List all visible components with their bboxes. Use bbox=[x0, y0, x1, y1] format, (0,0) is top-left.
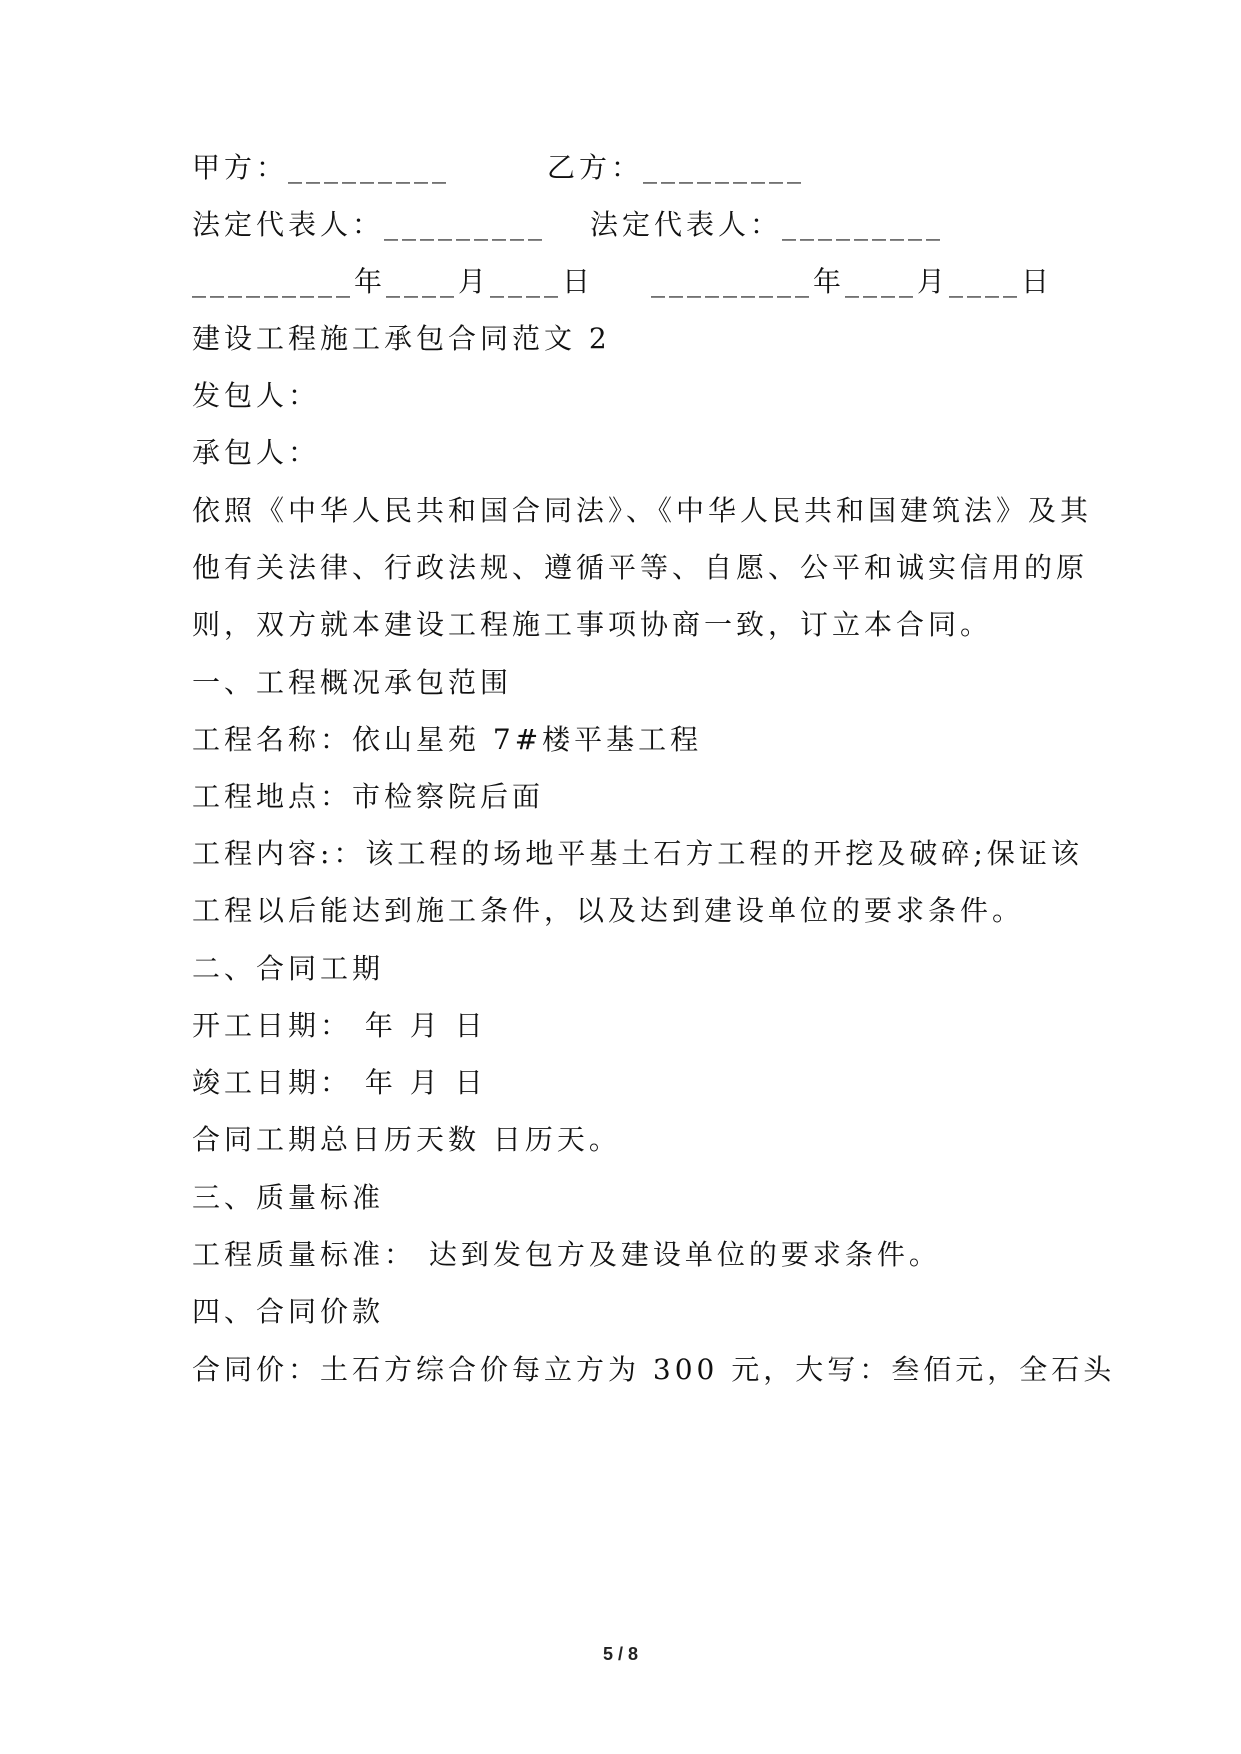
project-content-line-1: 工程内容:：该工程的场地平基土石方工程的开挖及破碎;保证该 bbox=[192, 837, 1083, 870]
contract-price: 合同价：土石方综合价每立方为 300 元，大写：叁佰元，全石头 bbox=[192, 1353, 1116, 1386]
quality-standard: 工程质量标准： 达到发包方及建设单位的要求条件。 bbox=[192, 1238, 941, 1271]
page-number: 5 / 8 bbox=[602, 1644, 639, 1664]
party-b-line: 乙方：_________ bbox=[547, 151, 806, 184]
intro-paragraph-line-2: 他有关法律、行政法规、遵循平等、自愿、公平和诚实信用的原 bbox=[192, 551, 1089, 584]
section-3-heading: 三、质量标准 bbox=[192, 1181, 385, 1214]
start-date: 开工日期： 年 月 日 bbox=[192, 1009, 487, 1042]
project-content-line-2: 工程以后能达到施工条件，以及达到建设单位的要求条件。 bbox=[192, 894, 1025, 927]
intro-paragraph-line-1: 依照《中华人民共和国合同法》、《中华人民共和国建筑法》及其 bbox=[192, 494, 1093, 527]
party-a-line: 甲方：_________ bbox=[192, 151, 451, 184]
party-b-representative: 法定代表人：_________ bbox=[590, 208, 945, 241]
project-name: 工程名称：依山星苑 7#楼平基工程 bbox=[192, 723, 703, 756]
intro-paragraph-line-3: 则，双方就本建设工程施工事项协商一致，订立本合同。 bbox=[192, 608, 993, 641]
section-2-heading: 二、合同工期 bbox=[192, 952, 385, 985]
contractor-line: 承包人： bbox=[192, 436, 321, 469]
party-b-date: _________年____月____日 bbox=[651, 265, 1054, 298]
employer-line: 发包人： bbox=[192, 379, 321, 412]
document-title: 建设工程施工承包合同范文 2 bbox=[192, 322, 611, 355]
section-1-heading: 一、工程概况承包范围 bbox=[192, 666, 513, 699]
party-a-date: _________年____月____日 bbox=[192, 265, 595, 298]
total-duration: 合同工期总日历天数 日历天。 bbox=[192, 1123, 621, 1156]
project-location: 工程地点：市检察院后面 bbox=[192, 780, 545, 813]
completion-date: 竣工日期： 年 月 日 bbox=[192, 1066, 487, 1099]
section-4-heading: 四、合同价款 bbox=[192, 1295, 385, 1328]
party-a-representative: 法定代表人：_________ bbox=[192, 208, 547, 241]
